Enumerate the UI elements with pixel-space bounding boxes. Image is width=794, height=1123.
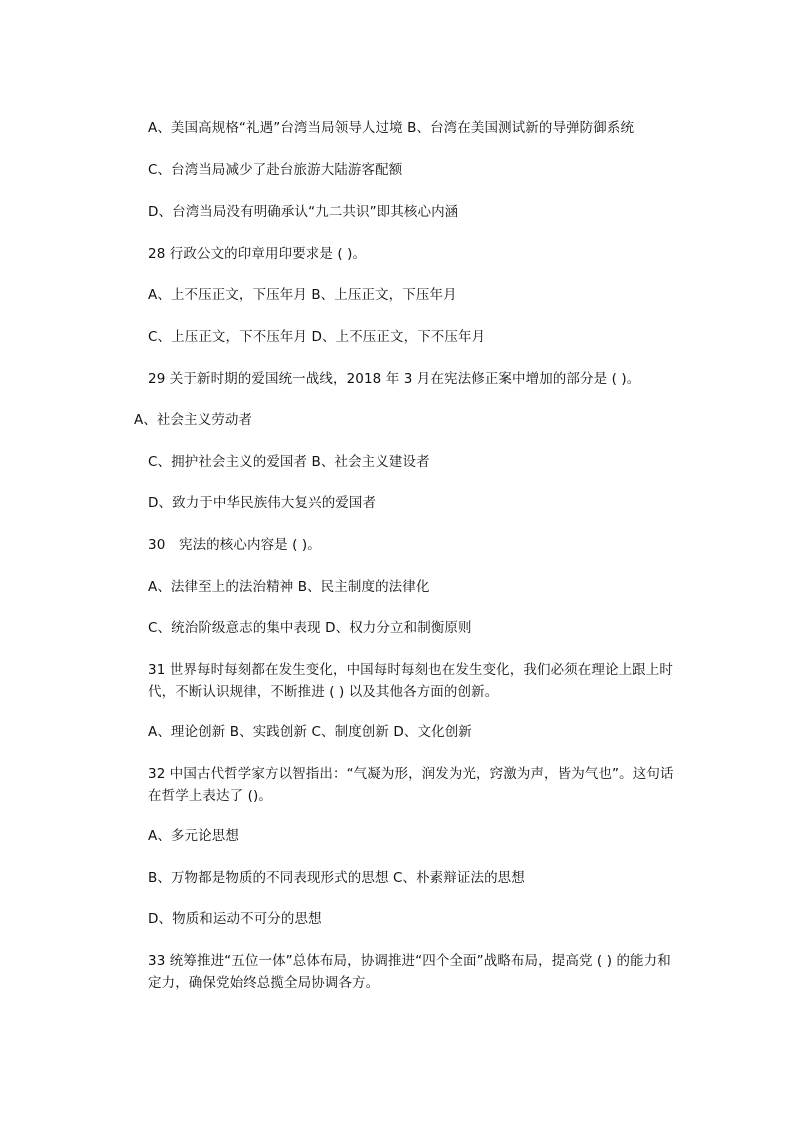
q32-question: 32 中国古代哲学家方以智指出：“气凝为形，润发为光，窍激为声，皆为气也”。这句话在哲学上表达了 ()。 (148, 766, 674, 804)
q27-option-d: D、台湾当局没有明确承认“九二共识”即其核心内涵 (148, 204, 459, 220)
q31-options: A、理论创新 B、实践创新 C、制度创新 D、文化创新 (148, 724, 472, 740)
q32-option-d: D、物质和运动不可分的思想 (148, 911, 322, 927)
q33-question: 33 统筹推进“五位一体”总体布局，协调推进“四个全面”战略布局，提高党 ( ) 的能力和定力，确保党始终总揽全局协调各方。 (148, 953, 671, 991)
q29-question: 29 关于新时期的爱国统一战线，2018 年 3 月在宪法修正案中增加的部分是 ( )。 (148, 371, 641, 387)
q27-option-c: C、台湾当局减少了赴台旅游大陆游客配额 (148, 162, 403, 178)
q31-question: 31 世界每时每刻都在发生变化，中国每时每刻也在发生变化，我们必须在理论上跟上时代，不断认识规律，不断推进 ( ) 以及其他各方面的创新。 (148, 662, 673, 700)
q28-option-a-b: A、上不压正文，下压年月 B、上压正文，下压年月 (148, 287, 457, 303)
q30-option-c-d: C、统治阶级意志的集中表现 D、权力分立和制衡原则 (148, 620, 472, 636)
q29-option-d: D、致力于中华民族伟大复兴的爱国者 (148, 495, 377, 511)
q29-option-c-b: C、拥护社会主义的爱国者 B、社会主义建设者 (148, 454, 430, 470)
q28-option-c-d: C、上压正文，下不压年月 D、上不压正文，下不压年月 (148, 329, 486, 345)
q30-question: 30 宪法的核心内容是 ( )。 (148, 537, 321, 553)
q30-option-a-b: A、法律至上的法治精神 B、民主制度的法律化 (148, 579, 430, 595)
q27-option-a-b: A、美国高规格“礼遇”台湾当局领导人过境 B、台湾在美国测试新的导弹防御系统 (148, 120, 635, 136)
q32-option-a: A、多元论思想 (148, 828, 239, 844)
q32-option-b-c: B、万物都是物质的不同表现形式的思想 C、朴素辩证法的思想 (148, 870, 525, 886)
q29-option-a: A、社会主义劳动者 (134, 412, 253, 428)
q28-question: 28 行政公文的印章用印要求是 ( )。 (148, 246, 367, 262)
